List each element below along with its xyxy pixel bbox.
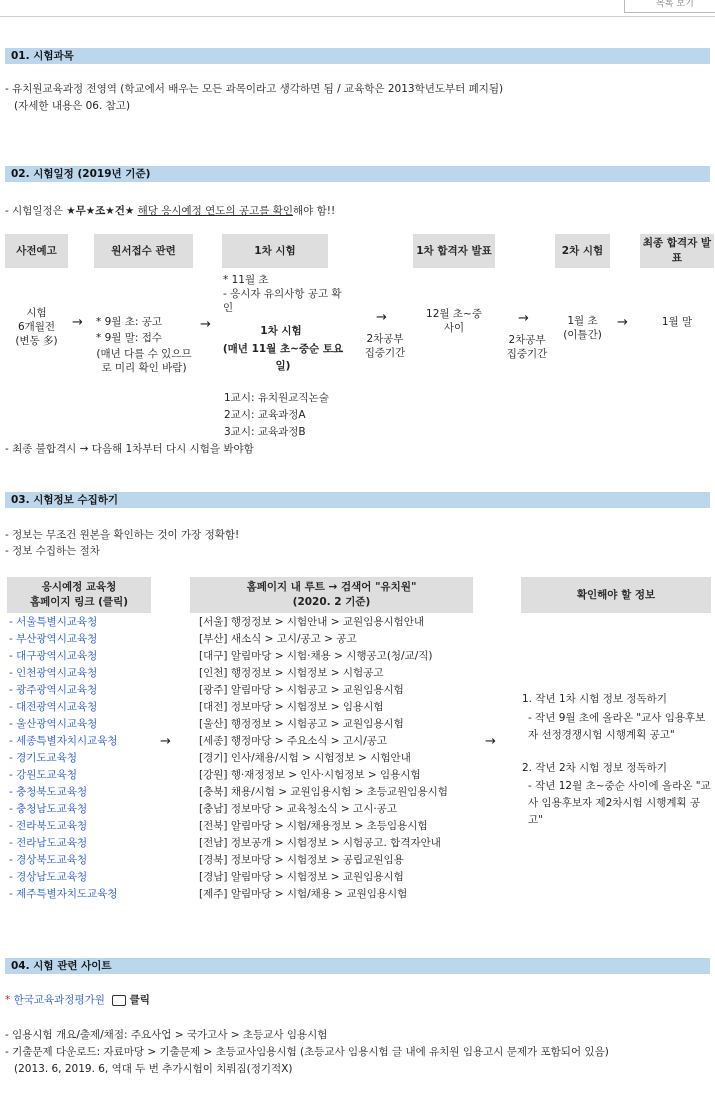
study-period-1: 2차공부 집중기간	[364, 333, 406, 359]
office-link[interactable]: - 광주광역시교육청	[9, 684, 98, 696]
schedule-note	[5, 204, 335, 218]
office-link[interactable]: - 부산광역시교육청	[9, 633, 98, 645]
office-link[interactable]: - 대전광역시교육청	[9, 701, 98, 713]
first-exam-title: 1차 시험	[260, 325, 302, 337]
office-link[interactable]: - 경상남도교육청	[9, 871, 88, 883]
arrow-icon: →	[485, 734, 496, 749]
study-period-2: 2차공부 집중기간	[506, 334, 548, 360]
kice-link-line	[5, 993, 150, 1007]
office-link[interactable]: - 충청남도교육청	[9, 803, 88, 815]
section-title-info: 03. 시험정보 수집하기	[5, 492, 710, 508]
route-item: [서울] 행정정보 > 시험안내 > 교원임용시험안내	[199, 616, 425, 628]
arrow-icon: →	[518, 311, 529, 326]
kice-link-prefix: *	[5, 994, 14, 1006]
route-item: [인천] 행정정보 > 시험정보 > 시험공고	[199, 667, 384, 679]
route-item: [충북] 채용/시험 > 교원임용시험 > 초등교원임용시험	[199, 786, 448, 798]
top-divider	[0, 16, 715, 17]
schedule-header-preannounce: 사전예고	[5, 234, 68, 268]
office-link[interactable]: - 대구광역시교육청	[9, 650, 98, 662]
office-link[interactable]: - 전라남도교육청	[9, 837, 88, 849]
arrow-icon: →	[160, 734, 171, 749]
route-item: [강원] 행·재정정보 > 인사·시험정보 > 임용시험	[199, 769, 421, 781]
route-list	[199, 614, 448, 903]
info-line-2: - 정보 수집하는 절차	[5, 545, 100, 557]
schedule-note-suffix: 해야 함!!	[292, 205, 336, 217]
click-hand-icon	[112, 995, 126, 1006]
info-line-1: - 정보는 무조건 원본을 확인하는 것이 가장 정확함!	[5, 529, 240, 541]
office-link[interactable]: - 경기도교육청	[9, 752, 77, 764]
schedule-header-second-exam: 2차 시험	[555, 234, 610, 268]
office-link[interactable]: - 강원도교육청	[9, 769, 77, 781]
route-item: [제주] 알림마당 > 시험/채용 > 교원임용시험	[199, 888, 408, 900]
route-item: [충남] 정보마당 > 교육청소식 > 고시·공고	[199, 803, 397, 815]
office-link[interactable]: - 세종특별자치시교육청	[9, 735, 118, 747]
arrow-icon: →	[617, 315, 628, 330]
route-header: 홈페이지 내 루트 → 검색어 "유치원" (2020. 2 기준)	[190, 577, 473, 613]
sites-line-3: (2013. 6, 2019. 6, 역대 두 번 추가시험이 치뤄짐(정기적X)	[14, 1063, 293, 1075]
first-exam-period-2: 2교시: 교육과정A	[224, 409, 306, 421]
subjects-line: - 유치원교육과정 전영역 (학교에서 배우는 모든 과목이라고 생각하면 됨 / 교육학은 2013학년도부터 폐지됨)	[5, 83, 504, 95]
route-item: [경북] 정보마당 > 시험정보 > 공립교원임용	[199, 854, 404, 866]
office-link-list	[9, 614, 118, 903]
route-item: [경남] 알림마당 > 시험정보 > 교원임용시험	[199, 871, 404, 883]
office-link[interactable]: - 서울특별시교육청	[9, 616, 98, 628]
office-link[interactable]: - 제주특별자치도교육청	[9, 888, 118, 900]
kice-link[interactable]: 한국교육과정평가원	[13, 994, 105, 1006]
first-exam-notice: * 11월 초 - 응시자 유의사항 공고 확인	[223, 274, 342, 314]
sites-line-2: - 기출문제 다운로드: 자료마당 > 기출문제 > 초등교사임용시험 (초등교사 임용시험 글 내에 유치원 임용고시 문제가 포함되어 있음)	[5, 1046, 609, 1058]
check-info-1-title: 1. 작년 1차 시험 정보 정독하기	[522, 693, 667, 705]
office-link[interactable]: - 인천광역시교육청	[9, 667, 98, 679]
schedule-note-prefix: - 시험일정은	[5, 205, 63, 217]
application-notice: * 9월 초: 공고	[96, 316, 163, 328]
arrow-icon: →	[376, 310, 387, 325]
schedule-note-link: 해당 응시예정 연도의 공고를 확인	[137, 205, 293, 217]
sites-line-1: - 임용시험 개요/출제/채점: 주요사업 > 국가고사 > 초등교사 임용시험	[5, 1029, 328, 1041]
route-item: [울산] 행정정보 > 시험공고 > 교원임용시험	[199, 718, 404, 730]
route-item: [경기] 인사/채용/시험 > 시험정보 > 시험안내	[199, 752, 411, 764]
schedule-header-application: 원서접수 관련	[94, 234, 193, 268]
office-link[interactable]: - 충청북도교육청	[9, 786, 88, 798]
check-info-1-body: - 작년 9월 초에 올라온 "교사 임용후보자 선정경쟁시험 시행계획 공고"	[528, 712, 706, 741]
section-title-sites: 04. 시험 관련 사이트	[5, 958, 710, 974]
preannounce-text: 시험 6개월전 (변동 多)	[15, 307, 58, 347]
application-caution: (매년 다를 수 있으므로 미리 확인 바람)	[96, 348, 192, 374]
schedule-note-stars: ★무★조★건★	[66, 205, 135, 217]
second-exam-date: 1월 초 (이틀간)	[563, 315, 602, 341]
fail-note: - 최종 불합격시 → 다음해 1차부터 다시 시험을 봐야함	[5, 443, 254, 455]
route-item: [대구] 알림마당 > 시험·채용 > 시행공고(청/교/직)	[199, 650, 433, 662]
route-item: [세종] 행정마당 > 주요소식 > 고시/공고	[199, 735, 388, 747]
route-item: [부산] 새소식 > 고시/공고 > 공고	[199, 633, 357, 645]
route-item: [대전] 정보마당 > 시험정보 > 임용시험	[199, 701, 384, 713]
subjects-ref: (자세한 내용은 06. 참고)	[14, 100, 131, 112]
first-result-date: 12월 초~중 사이	[426, 308, 482, 334]
arrow-icon: →	[72, 315, 83, 330]
route-item: [광주] 알림마당 > 시험공고 > 교원임용시험	[199, 684, 404, 696]
schedule-header-first-result: 1차 합격자 발표	[413, 234, 495, 268]
route-item: [전남] 정보공개 > 시험정보 > 시험공고. 합격자안내	[199, 837, 441, 849]
check-info-2-body: - 작년 12월 초~중순 사이에 올라온 "교사 임용후보자 제2차시험 시행계획 공고"	[528, 780, 711, 826]
offices-header: 응시예정 교육청 홈페이지 링크 (클릭)	[7, 577, 151, 613]
final-result-date: 1월 말	[661, 316, 693, 328]
section-title-schedule: 02. 시험일정 (2019년 기준)	[5, 166, 710, 182]
first-exam-period-3: 3교시: 교육과정B	[224, 426, 306, 438]
arrow-icon: →	[200, 317, 211, 332]
section-title-subjects: 01. 시험과목	[5, 48, 710, 64]
schedule-header-first-exam: 1차 시험	[222, 234, 328, 268]
kice-click-label: 클릭	[129, 994, 150, 1006]
office-link[interactable]: - 울산광역시교육청	[9, 718, 98, 730]
schedule-header-final-result: 최종 합격자 발표	[640, 234, 714, 268]
first-exam-date: (매년 11월 초~중순 토요일)	[222, 343, 344, 372]
check-info-header: 확인해야 할 정보	[521, 577, 711, 613]
first-exam-period-1: 1교시: 유치원교직논술	[224, 392, 329, 404]
check-info-2-title: 2. 작년 2차 시험 정보 정독하기	[522, 762, 667, 774]
office-link[interactable]: - 경상북도교육청	[9, 854, 88, 866]
route-item: [전북] 알림마당 > 시험/채용정보 > 초등임용시험	[199, 820, 428, 832]
application-submit: * 9월 말: 접수	[96, 332, 163, 344]
list-button[interactable]: 목록 보기	[624, 0, 715, 13]
office-link[interactable]: - 전라북도교육청	[9, 820, 88, 832]
